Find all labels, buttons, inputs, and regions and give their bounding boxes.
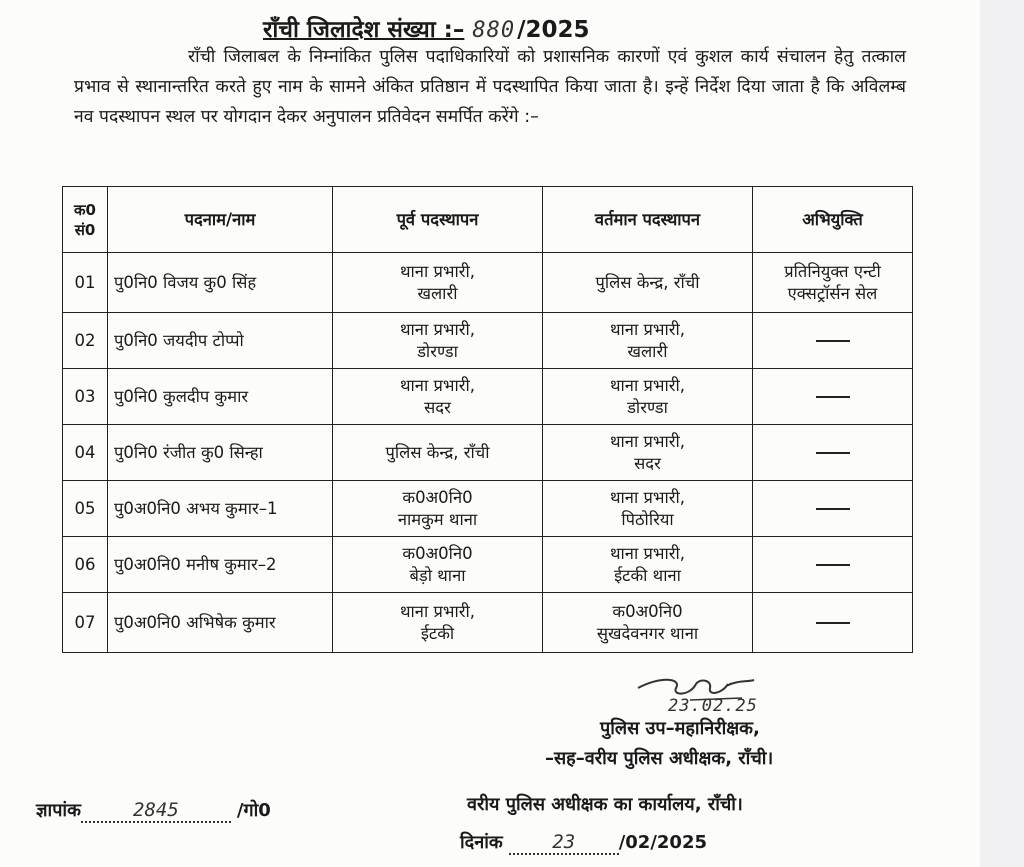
cell-previous-posting xyxy=(333,537,543,593)
officer-name: पु0अ0नि0 मनीष कुमार–2 xyxy=(114,554,277,574)
table-row xyxy=(63,369,913,425)
cell-previous-posting xyxy=(333,253,543,313)
cell-serial xyxy=(63,425,108,481)
remarks-dash xyxy=(816,340,850,342)
order-title-label: राँची जिलादेश संख्या :– xyxy=(263,17,465,43)
header-remarks: अभियुक्ति xyxy=(753,187,913,253)
date-line xyxy=(460,830,707,855)
previous-posting-line1: थाना प्रभारी, xyxy=(399,601,476,621)
memo-number-field xyxy=(81,799,231,823)
previous-posting-line2: ईटकी xyxy=(420,623,455,643)
cell-previous-posting xyxy=(333,369,543,425)
officer-name: पु0नि0 कुलदीप कुमार xyxy=(114,386,249,406)
date-label: दिनांक xyxy=(460,832,503,853)
previous-posting-line1: क0अ0नि0 xyxy=(402,487,473,507)
cell-serial xyxy=(63,369,108,425)
office-name: वरीय पुलिस अधीक्षक का कार्यालय, राँची। xyxy=(467,794,743,815)
current-posting-line1: थाना प्रभारी, xyxy=(609,543,686,563)
current-posting-line2: खलारी xyxy=(627,341,668,361)
current-posting-line1: थाना प्रभारी, xyxy=(609,487,686,507)
serial-number: 05 xyxy=(74,498,96,518)
serial-number: 03 xyxy=(74,386,96,406)
officer-name: पु0अ0नि0 अभिषेक कुमार xyxy=(114,612,276,632)
cell-remarks xyxy=(753,537,913,593)
memo-label: ज्ञापांक xyxy=(36,800,81,821)
current-posting-line2: ईटकी थाना xyxy=(614,565,681,585)
header-previous-posting: पूर्व पदस्थापन xyxy=(333,187,543,253)
cell-remarks xyxy=(753,425,913,481)
table-row xyxy=(63,253,913,313)
memo-line xyxy=(36,798,271,823)
remarks-dash xyxy=(816,564,850,566)
cell-serial xyxy=(63,593,108,653)
header-name: पदनाम/नाम xyxy=(108,187,333,253)
current-posting-line2: डोरण्डा xyxy=(627,397,668,417)
current-posting-line1: थाना प्रभारी, xyxy=(609,319,686,339)
memo-suffix: /गो0 xyxy=(236,800,271,821)
header-current-posting: वर्तमान पदस्थापन xyxy=(543,187,753,253)
officer-name: पु0नि0 रंजीत कु0 सिन्हा xyxy=(114,442,263,462)
table-row xyxy=(63,425,913,481)
previous-posting-line1: थाना प्रभारी, xyxy=(399,375,476,395)
cell-previous-posting xyxy=(333,313,543,369)
cell-name xyxy=(108,253,333,313)
cell-name xyxy=(108,537,333,593)
cell-name xyxy=(108,369,333,425)
remarks-dash xyxy=(816,622,850,624)
remarks-dash xyxy=(816,396,850,398)
date-month-year: /02/2025 xyxy=(618,832,707,853)
cell-remarks xyxy=(753,313,913,369)
date-day-field xyxy=(509,831,619,855)
transfer-table xyxy=(62,186,913,653)
previous-posting-line2: खलारी xyxy=(417,283,458,303)
signature-date: 23.02.25 xyxy=(668,696,758,716)
cell-serial xyxy=(63,481,108,537)
previous-posting-line2: बेड़ो थाना xyxy=(409,565,466,585)
table-row xyxy=(63,537,913,593)
officer-name: पु0नि0 जयदीप टोप्पो xyxy=(114,330,244,350)
cell-name xyxy=(108,425,333,481)
cell-current-posting xyxy=(543,481,753,537)
officer-name: पु0अ0नि0 अभय कुमार–1 xyxy=(114,498,278,518)
cell-previous-posting xyxy=(333,481,543,537)
previous-posting-line2: डोरण्डा xyxy=(417,341,458,361)
cell-name xyxy=(108,481,333,537)
current-posting-line1: थाना प्रभारी, xyxy=(609,431,686,451)
cell-current-posting xyxy=(543,425,753,481)
table-row xyxy=(63,593,913,653)
previous-posting-line1: पुलिस केन्द्र, राँची xyxy=(385,442,490,462)
cell-current-posting xyxy=(543,369,753,425)
serial-number: 04 xyxy=(74,442,96,462)
cell-remarks xyxy=(753,593,913,653)
cell-serial xyxy=(63,253,108,313)
cell-current-posting xyxy=(543,253,753,313)
remarks-line2: एक्सट्रॉर्सन सेल xyxy=(787,283,878,303)
header-serial-bottom: सं0 xyxy=(74,220,96,239)
cell-remarks xyxy=(753,253,913,313)
table-row xyxy=(63,481,913,537)
previous-posting-line2: सदर xyxy=(424,397,451,417)
order-title xyxy=(263,12,590,44)
cell-current-posting xyxy=(543,313,753,369)
current-posting-line2: पिठोरिया xyxy=(621,509,674,529)
signatory-designation-secondary: –सह–वरीय पुलिस अधीक्षक, राँची। xyxy=(545,748,774,769)
serial-number: 01 xyxy=(74,272,96,292)
previous-posting-line1: थाना प्रभारी, xyxy=(399,319,476,339)
cell-remarks xyxy=(753,369,913,425)
cell-name xyxy=(108,313,333,369)
current-posting-line1: थाना प्रभारी, xyxy=(609,375,686,395)
cell-serial xyxy=(63,313,108,369)
memo-number: 2845 xyxy=(133,799,179,821)
table-row xyxy=(63,313,913,369)
serial-number: 02 xyxy=(74,330,96,350)
cell-previous-posting xyxy=(333,593,543,653)
cell-remarks xyxy=(753,481,913,537)
current-posting-line1: पुलिस केन्द्र, राँची xyxy=(595,272,700,292)
current-posting-line1: क0अ0नि0 xyxy=(612,601,683,621)
cell-previous-posting xyxy=(333,425,543,481)
header-serial-top: क0 xyxy=(74,200,96,219)
serial-number: 07 xyxy=(74,612,96,632)
side-margin xyxy=(980,0,1024,867)
previous-posting-line1: थाना प्रभारी, xyxy=(399,261,476,281)
remarks-dash xyxy=(816,508,850,510)
serial-number: 06 xyxy=(74,554,96,574)
cell-name xyxy=(108,593,333,653)
cell-current-posting xyxy=(543,537,753,593)
header-serial xyxy=(63,187,108,253)
previous-posting-line1: क0अ0नि0 xyxy=(402,543,473,563)
order-number: 880 xyxy=(472,18,516,43)
table-header-row xyxy=(63,187,913,253)
remarks-line1: प्रतिनियुक्त एन्टी xyxy=(784,261,881,281)
current-posting-line2: सदर xyxy=(634,453,661,473)
cell-current-posting xyxy=(543,593,753,653)
intro-paragraph: राँची जिलाबल के निम्नांकित पुलिस पदाधिकारियों को प्रशासनिक कारणों एवं कुशल कार्य संचालन हेतु तत्काल प्रभाव से स्थानान्तरित करते हुए नाम के सामने अंकित प्रतिष्ठान में पदस्थापित किया जाता है। इन्हें निर्देश दिया जाता है कि अविलम्ब नव पदस्थापन स्थल पर योगदान देकर अनुपालन प्रतिवेदन समर्पित करेंगे :– xyxy=(74,47,906,127)
cell-serial xyxy=(63,537,108,593)
order-year: /2025 xyxy=(517,17,590,43)
remarks-dash xyxy=(816,452,850,454)
signatory-designation: पुलिस उप–महानिरीक्षक, xyxy=(600,718,760,739)
date-day: 23 xyxy=(552,831,576,853)
current-posting-line2: सुखदेवनगर थाना xyxy=(596,623,699,643)
previous-posting-line2: नामकुम थाना xyxy=(397,509,478,529)
officer-name: पु0नि0 विजय कु0 सिंह xyxy=(114,272,257,292)
